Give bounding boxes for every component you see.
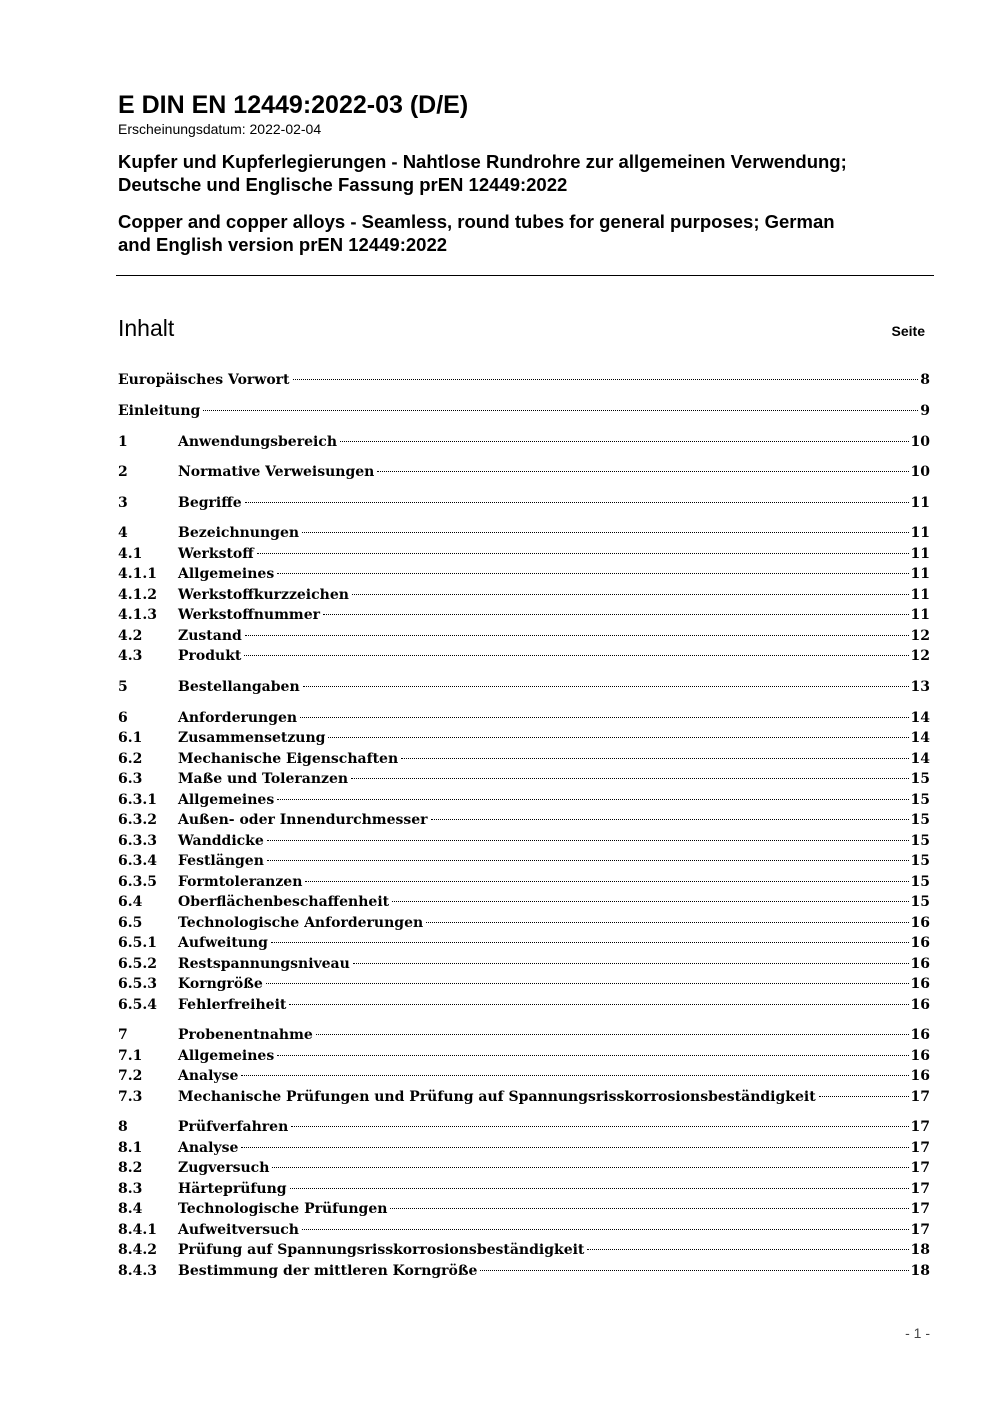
toc-entry-title: Probenentnahme [178, 1027, 313, 1043]
toc-entry[interactable] [118, 544, 930, 564]
toc-dot-leader [392, 901, 908, 902]
toc-entry-page: 15 [910, 853, 930, 869]
toc-entry[interactable] [118, 585, 930, 605]
toc-entry-page: 11 [910, 607, 930, 623]
toc-entry-number: 6.5 [118, 915, 143, 931]
toc-dot-leader [316, 1034, 909, 1035]
toc-entry[interactable] [118, 1261, 930, 1281]
toc-entry-number: 6.5.1 [118, 935, 157, 951]
toc-entry[interactable] [118, 626, 930, 646]
toc-entry[interactable] [118, 749, 930, 769]
toc-dot-leader [390, 1208, 908, 1209]
toc-entry-title: Werkstoff [178, 546, 254, 562]
toc-entry-number: 7.1 [118, 1048, 143, 1064]
toc-entry-title: Außen- oder Innendurchmesser [178, 812, 428, 828]
toc-entry-page: 17 [910, 1089, 930, 1105]
toc-entry[interactable] [118, 831, 930, 851]
toc-heading: Inhalt [118, 315, 175, 341]
toc-entry[interactable] [118, 1220, 930, 1240]
toc-entry[interactable] [118, 851, 930, 871]
toc-dot-leader [241, 1075, 908, 1076]
document-id: E DIN EN 12449:2022-03 (D/E) [118, 91, 469, 119]
toc-entry-title: Zugversuch [178, 1160, 270, 1176]
toc-entry-number: 6.5.4 [118, 997, 157, 1013]
toc-entry[interactable] [118, 401, 930, 421]
toc-entry-number: 6.5.3 [118, 976, 157, 992]
toc-entry-title: Fehlerfreiheit [178, 997, 287, 1013]
toc-dot-leader [291, 1126, 908, 1127]
toc-entry-page: 11 [910, 566, 930, 582]
toc-entry-number: 4.1.1 [118, 566, 157, 582]
toc-entry-number: 6.3.5 [118, 874, 157, 890]
toc-entry-page: 16 [910, 1068, 930, 1084]
toc-dot-leader [271, 942, 909, 943]
toc-entry-number: 4.1.3 [118, 607, 157, 623]
toc-dot-leader [244, 655, 908, 656]
toc-entry-page: 14 [910, 730, 930, 746]
toc-entry-number: 6.3.2 [118, 812, 157, 828]
toc-entry-title: Maße und Toleranzen [178, 771, 349, 787]
toc-entry-page: 15 [910, 874, 930, 890]
toc-entry[interactable] [118, 677, 930, 697]
toc-entry[interactable] [118, 728, 930, 748]
toc-entry-title: Produkt [178, 648, 242, 664]
toc-entry[interactable] [118, 995, 930, 1015]
toc-entry-number: 5 [118, 679, 128, 695]
toc-entry-page: 17 [910, 1119, 930, 1135]
toc-dot-leader [328, 737, 908, 738]
toc-entry-number: 8.1 [118, 1140, 143, 1156]
toc-entry-title: Allgemeines [178, 1048, 275, 1064]
toc-entry-page: 16 [910, 956, 930, 972]
toc-entry[interactable] [118, 1087, 930, 1107]
toc-entry-number: 8.4 [118, 1201, 143, 1217]
toc-dot-leader [587, 1249, 908, 1250]
toc-entry-page: 16 [910, 976, 930, 992]
toc-entry-page: 17 [910, 1222, 930, 1238]
toc-entry-title: Technologische Prüfungen [178, 1201, 388, 1217]
toc-entry-page: 17 [910, 1140, 930, 1156]
toc-dot-leader [323, 614, 909, 615]
toc-entry[interactable] [118, 432, 930, 452]
toc-entry-title: Härteprüfung [178, 1181, 287, 1197]
toc-entry-title: Bezeichnungen [178, 525, 300, 541]
toc-dot-leader [305, 881, 908, 882]
toc-dot-leader [277, 799, 908, 800]
toc-entry[interactable] [118, 933, 930, 953]
toc-entry[interactable] [118, 646, 930, 666]
toc-entry-number: 6 [118, 710, 128, 726]
toc-entry-page: 16 [910, 935, 930, 951]
toc-entry-title: Prüfung auf Spannungsrisskorrosionsbeständigkeit [178, 1242, 585, 1258]
page-number: - 1 - [905, 1325, 930, 1341]
toc-entry-title: Anforderungen [178, 710, 298, 726]
toc-dot-leader [290, 1188, 909, 1189]
toc-entry-title: Zustand [178, 628, 242, 644]
toc-entry-number: 7.2 [118, 1068, 143, 1084]
toc-entry-page: 15 [910, 833, 930, 849]
toc-entry-title: Analyse [178, 1068, 239, 1084]
toc-entry-title: Aufweitversuch [178, 1222, 299, 1238]
toc-entry-title: Analyse [178, 1140, 239, 1156]
toc-entry-page: 11 [910, 525, 930, 541]
toc-dot-leader [377, 471, 908, 472]
toc-entry[interactable] [118, 913, 930, 933]
toc-entry[interactable] [118, 790, 930, 810]
toc-entry-number: 8 [118, 1119, 128, 1135]
toc-entry[interactable] [118, 493, 930, 513]
title-german [118, 150, 934, 196]
toc-entry-number: 8.4.1 [118, 1222, 157, 1238]
toc-dot-leader [300, 717, 908, 718]
toc-entry-title: Wanddicke [178, 833, 264, 849]
toc-dot-leader [353, 963, 909, 964]
toc-entry[interactable] [118, 708, 930, 728]
title-german-line-1: Kupfer und Kupferlegierungen - Nahtlose Rundrohre zur allgemeinen Verwendung; [118, 151, 847, 172]
toc-dot-leader [241, 1147, 908, 1148]
toc-dot-leader [302, 1229, 909, 1230]
toc-entry[interactable] [118, 1046, 930, 1066]
toc-entry[interactable] [118, 370, 930, 390]
toc-dot-leader [302, 532, 908, 533]
toc-entry[interactable] [118, 1138, 930, 1158]
toc-entry-number: 4.3 [118, 648, 143, 664]
toc-entry-number: 6.3.3 [118, 833, 157, 849]
toc-page-label: Seite [891, 323, 925, 339]
toc-dot-leader [293, 379, 919, 380]
toc-entry-title: Prüfverfahren [178, 1119, 289, 1135]
toc-dot-leader [203, 410, 918, 411]
toc-entry-title: Bestellangaben [178, 679, 300, 695]
toc-entry-number: 8.4.2 [118, 1242, 157, 1258]
toc-entry-page: 12 [910, 628, 930, 644]
toc-dot-leader [426, 922, 908, 923]
toc-entry[interactable] [118, 1117, 930, 1137]
toc-entry-page: 16 [910, 997, 930, 1013]
toc-entry-title: Zusammensetzung [178, 730, 326, 746]
toc-dot-leader [431, 819, 909, 820]
document-header [118, 90, 934, 256]
toc-entry[interactable] [118, 1158, 930, 1178]
toc-entry-page: 15 [910, 771, 930, 787]
toc-dot-leader [266, 983, 909, 984]
toc-entry-number: 8.3 [118, 1181, 143, 1197]
toc-entry-number: 6.2 [118, 751, 143, 767]
toc-entry[interactable] [118, 892, 930, 912]
toc-entry[interactable] [118, 872, 930, 892]
toc-entry-title: Allgemeines [178, 566, 275, 582]
toc-entry-title: Werkstoffkurzzeichen [178, 587, 349, 603]
toc-entry-page: 9 [920, 403, 930, 419]
toc-entry-title: Restspannungsniveau [178, 956, 350, 972]
toc-entry[interactable] [118, 810, 930, 830]
publication-date: Erscheinungsdatum: 2022-02-04 [118, 121, 322, 137]
toc-dot-leader [277, 1055, 908, 1056]
toc-dot-leader [257, 553, 909, 554]
toc-entry-page: 15 [910, 792, 930, 808]
toc-dot-leader [245, 502, 909, 503]
toc-entry-title: Bestimmung der mittleren Korngröße [178, 1263, 478, 1279]
toc-entry-title: Begriffe [178, 495, 242, 511]
toc-dot-leader [303, 686, 909, 687]
toc-entry-number: 6.3.1 [118, 792, 157, 808]
toc-entry-title: Aufweitung [178, 935, 268, 951]
toc-entry-page: 17 [910, 1160, 930, 1176]
toc-entry-number: 4.1 [118, 546, 143, 562]
toc-entry-number: 4 [118, 525, 128, 541]
toc-entry-page: 10 [910, 464, 930, 480]
toc-entry-title: Oberflächenbeschaffenheit [178, 894, 390, 910]
toc-entry[interactable] [118, 974, 930, 994]
toc-entry-number: 1 [118, 434, 128, 450]
toc-entry-number: 2 [118, 464, 128, 480]
toc-entry-page: 12 [910, 648, 930, 664]
toc-entry[interactable] [118, 523, 930, 543]
toc-dot-leader [289, 1004, 908, 1005]
toc-entry-title: Normative Verweisungen [178, 464, 375, 480]
toc-entry-page: 15 [910, 812, 930, 828]
toc-entry-title: Europäisches Vorwort [118, 372, 290, 388]
title-german-line-2: Deutsche und Englische Fassung prEN 12449:2022 [118, 174, 568, 195]
toc-entry-number: 6.4 [118, 894, 143, 910]
toc-entry-number: 4.2 [118, 628, 143, 644]
toc-entry-number: 6.1 [118, 730, 143, 746]
title-english-line-1: Copper and copper alloys - Seamless, round tubes for general purposes; German [118, 211, 835, 232]
toc-dot-leader [819, 1096, 909, 1097]
toc-entry[interactable] [118, 605, 930, 625]
toc-entry[interactable] [118, 1240, 930, 1260]
toc-entry[interactable] [118, 1199, 930, 1219]
toc-entry-page: 17 [910, 1201, 930, 1217]
toc-entry[interactable] [118, 769, 930, 789]
toc-entry[interactable] [118, 462, 930, 482]
toc-entry-number: 6.3 [118, 771, 143, 787]
toc-entry-page: 14 [910, 710, 930, 726]
toc-entry-title: Werkstoffnummer [178, 607, 321, 623]
toc-entry-title: Anwendungsbereich [178, 434, 337, 450]
toc-dot-leader [340, 441, 909, 442]
title-english [118, 210, 934, 256]
toc-dot-leader [245, 635, 909, 636]
title-english-line-2: and English version prEN 12449:2022 [118, 234, 448, 255]
toc-entry-title: Festlängen [178, 853, 264, 869]
toc-entry-page: 16 [910, 1048, 930, 1064]
toc-entry[interactable] [118, 1066, 930, 1086]
header-divider [116, 275, 934, 276]
toc-dot-leader [480, 1270, 908, 1271]
toc-dot-leader [272, 1167, 908, 1168]
toc-entry-page: 18 [910, 1263, 930, 1279]
toc-entry-page: 10 [910, 434, 930, 450]
toc-dot-leader [277, 573, 908, 574]
toc-entry-number: 8.4.3 [118, 1263, 157, 1279]
toc-entry-page: 15 [910, 894, 930, 910]
toc-entry-page: 18 [910, 1242, 930, 1258]
toc-entry[interactable] [118, 564, 930, 584]
toc-entry-page: 14 [910, 751, 930, 767]
toc-entry-page: 13 [910, 679, 930, 695]
toc-entry-number: 8.2 [118, 1160, 143, 1176]
toc-dot-leader [267, 860, 909, 861]
toc-entry-number: 3 [118, 495, 128, 511]
toc-entry-title: Mechanische Prüfungen und Prüfung auf Spannungsrisskorrosionsbeständigkeit [178, 1089, 816, 1105]
toc-entry-title: Einleitung [118, 403, 201, 419]
toc-entry[interactable] [118, 1179, 930, 1199]
toc-entry-title: Allgemeines [178, 792, 275, 808]
toc-dot-leader [352, 594, 909, 595]
toc-entry-number: 6.3.4 [118, 853, 157, 869]
toc-entry-title: Formtoleranzen [178, 874, 303, 890]
toc-entry[interactable] [118, 954, 930, 974]
toc-entry-page: 11 [910, 546, 930, 562]
toc-entry-page: 16 [910, 915, 930, 931]
toc-entry-page: 11 [910, 587, 930, 603]
toc-entry-title: Technologische Anforderungen [178, 915, 424, 931]
toc-entry-page: 11 [910, 495, 930, 511]
toc-entry[interactable] [118, 1025, 930, 1045]
toc-entry-number: 4.1.2 [118, 587, 157, 603]
toc-entry-page: 8 [920, 372, 930, 388]
toc-entry-page: 16 [910, 1027, 930, 1043]
toc-entry-number: 6.5.2 [118, 956, 157, 972]
toc-entry-number: 7 [118, 1027, 128, 1043]
toc-dot-leader [351, 778, 908, 779]
toc-entry-page: 17 [910, 1181, 930, 1197]
toc-entry-number: 7.3 [118, 1089, 143, 1105]
toc-entry-title: Korngröße [178, 976, 263, 992]
toc-entry-title: Mechanische Eigenschaften [178, 751, 399, 767]
toc-dot-leader [267, 840, 909, 841]
toc-dot-leader [401, 758, 908, 759]
